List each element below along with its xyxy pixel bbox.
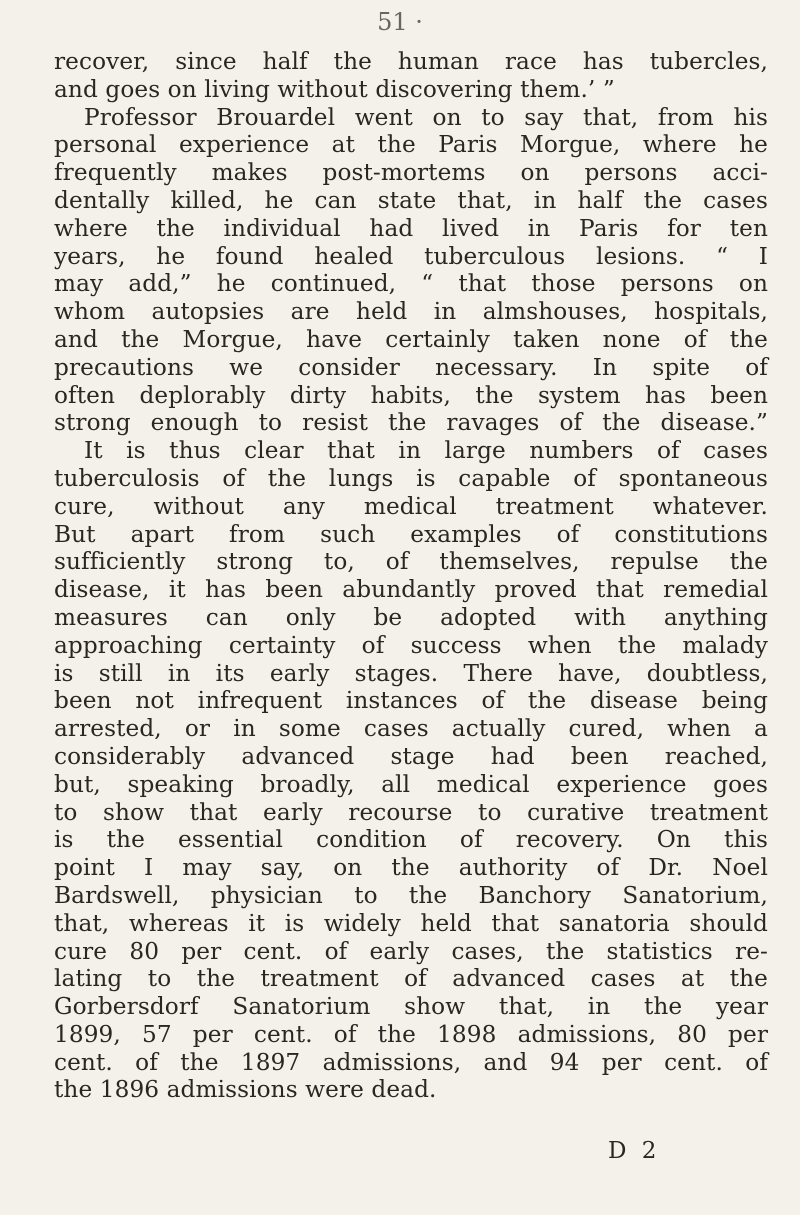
text-line: the 1896 admissions were dead.	[54, 1076, 437, 1104]
text-line: to show that early recourse to curative treatment	[54, 798, 768, 826]
text-line: is still in its early stages. There have, doubtless,	[54, 659, 768, 687]
text-line: recover, since half the human race has tubercles,	[54, 48, 768, 75]
text-line: sufficiently strong to, of themselves, repulse the	[54, 548, 768, 576]
body-text	[54, 48, 768, 1104]
text-line: whom autopsies are held in almshouses, hospitals,	[54, 298, 768, 326]
text-line: Gorbersdorf Sanatorium show that, in the year	[54, 993, 768, 1021]
text-line: been not infrequent instances of the disease being	[54, 687, 768, 715]
text-line: cent. of the 1897 admissions, and 94 per cent. of	[54, 1048, 768, 1076]
text-line: is the essential condition of recovery. On this	[54, 826, 768, 854]
text-line: measures can only be adopted with anything	[54, 603, 768, 631]
text-line: that, whereas it is widely held that sanatoria should	[54, 909, 768, 937]
text-line: approaching certainty of success when the malady	[54, 631, 768, 659]
text-line: cure 80 per cent. of early cases, the statistics re-	[54, 937, 768, 965]
text-line: 1899, 57 per cent. of the 1898 admissions, 80 per	[54, 1020, 768, 1048]
signature-mark: D 2	[608, 1138, 661, 1164]
text-line: dentally killed, he can state that, in half the cases	[54, 186, 768, 214]
text-line: arrested, or in some cases actually cured, when a	[54, 715, 768, 743]
text-line: cure, without any medical treatment whatever.	[54, 492, 768, 520]
text-line: precautions we consider necessary. In spite of	[54, 353, 768, 381]
text-line: point I may say, on the authority of Dr. Noel	[54, 854, 768, 882]
text-line: But apart from such examples of constitutions	[54, 520, 768, 548]
text-line: tuberculosis of the lungs is capable of spontaneous	[54, 464, 768, 492]
paragraph-start-line: Professor Brouardel went on to say that, from his	[84, 103, 768, 131]
text-line: often deplorably dirty habits, the system has been	[54, 381, 768, 409]
text-line: Bardswell, physician to the Banchory Sanatorium,	[54, 881, 768, 909]
paragraph-start-line: It is thus clear that in large numbers of cases	[84, 437, 768, 465]
text-line: but, speaking broadly, all medical experience goes	[54, 770, 768, 798]
text-line: disease, it has been abundantly proved that remedial	[54, 576, 768, 604]
page-number: 51 ·	[377, 8, 423, 36]
text-line: considerably advanced stage had been reached,	[54, 742, 768, 770]
text-line: lating to the treatment of advanced cases at the	[54, 965, 768, 993]
text-line: and goes on living without discovering them.’ ”	[54, 75, 615, 103]
text-line: and the Morgue, have certainly taken none of the	[54, 325, 768, 353]
text-line: frequently makes post-mortems on persons acci-	[54, 159, 768, 187]
text-line: may add,” he continued, “ that those persons on	[54, 270, 768, 298]
text-line: where the individual had lived in Paris for ten	[54, 214, 768, 242]
text-line: years, he found healed tuberculous lesions. “ I	[54, 242, 768, 270]
text-line: strong enough to resist the ravages of the disease.”	[54, 409, 768, 437]
text-line: personal experience at the Paris Morgue, where he	[54, 131, 768, 159]
